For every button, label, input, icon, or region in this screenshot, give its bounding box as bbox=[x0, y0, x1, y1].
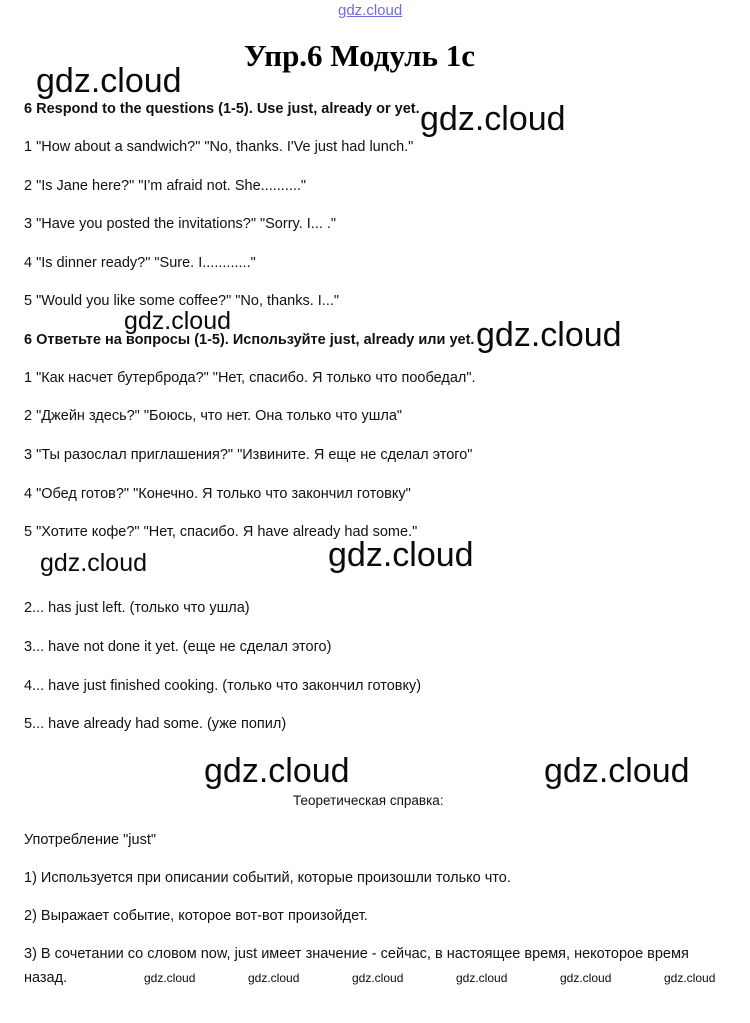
task-ru-item: 5 "Хотите кофе?" "Нет, спасибо. Я have already had some." bbox=[24, 524, 418, 540]
watermark-footer: gdz.cloud bbox=[248, 971, 300, 985]
watermark: gdz.cloud bbox=[544, 752, 690, 790]
watermark: gdz.cloud bbox=[476, 316, 622, 354]
task-en-item: 4 "Is dinner ready?" "Sure. I............" bbox=[24, 255, 256, 271]
task-en-item: 1 "How about a sandwich?" "No, thanks. I'Ve just had lunch." bbox=[24, 139, 414, 155]
watermark: gdz.cloud bbox=[328, 536, 474, 574]
answer-item: 2... has just left. (только что ушла) bbox=[24, 600, 250, 616]
theory-point: 1) Используется при описании событий, которые произошли только что. bbox=[24, 870, 511, 886]
answer-item: 4... have just finished cooking. (только что закончил готовку) bbox=[24, 678, 422, 694]
theory-heading: Теоретическая справка: bbox=[293, 793, 444, 808]
watermark-top-link[interactable]: gdz.cloud bbox=[338, 2, 403, 19]
watermark: gdz.cloud bbox=[124, 307, 232, 335]
task-ru-item: 2 "Джейн здесь?" "Боюсь, что нет. Она только что ушла" bbox=[24, 408, 403, 424]
page-title: Упр.6 Модуль 1с bbox=[244, 38, 475, 73]
watermark-footer: gdz.cloud bbox=[560, 971, 612, 985]
watermark: gdz.cloud bbox=[40, 549, 148, 577]
task-ru-item: 1 "Как насчет бутерброда?" "Нет, спасибо. Я только что пообедал". bbox=[24, 370, 476, 386]
task-en-item: 3 "Have you posted the invitations?" "Sorry. I... ." bbox=[24, 216, 337, 232]
theory-subheading: Употребление "just" bbox=[24, 832, 157, 848]
task-en-heading: 6 Respond to the questions (1-5). Use just, already or yet. bbox=[24, 101, 420, 117]
task-ru-item: 4 "Обед готов?" "Конечно. Я только что закончил готовку" bbox=[24, 486, 411, 502]
watermark-footer: gdz.cloud bbox=[664, 971, 716, 985]
watermark: gdz.cloud bbox=[204, 752, 350, 790]
answer-item: 3... have not done it yet. (еще не сделал этого) bbox=[24, 639, 332, 655]
task-en-item: 2 "Is Jane here?" "I'm afraid not. She.........." bbox=[24, 178, 307, 194]
watermark-footer: gdz.cloud bbox=[144, 971, 196, 985]
theory-point: 2) Выражает событие, которое вот-вот произойдет. bbox=[24, 908, 368, 924]
watermark-footer: gdz.cloud bbox=[456, 971, 508, 985]
task-ru-heading: 6 Ответьте на вопросы (1-5). Используйте just, already или yet. bbox=[24, 332, 475, 348]
task-ru-item: 3 "Ты разослал приглашения?" "Извините. Я еще не сделал этого" bbox=[24, 447, 473, 463]
watermark-footer: gdz.cloud bbox=[352, 971, 404, 985]
answer-item: 5... have already had some. (уже попил) bbox=[24, 716, 287, 732]
watermark: gdz.cloud bbox=[36, 62, 182, 100]
theory-point: 3) В сочетании со словом now, just имеет значение - сейчас, в настоящее время, некоторое время bbox=[24, 946, 689, 962]
watermark: gdz.cloud bbox=[420, 100, 566, 138]
theory-continuation: назад. bbox=[24, 970, 68, 986]
task-en-item: 5 "Would you like some coffee?" "No, thanks. I..." bbox=[24, 293, 340, 309]
